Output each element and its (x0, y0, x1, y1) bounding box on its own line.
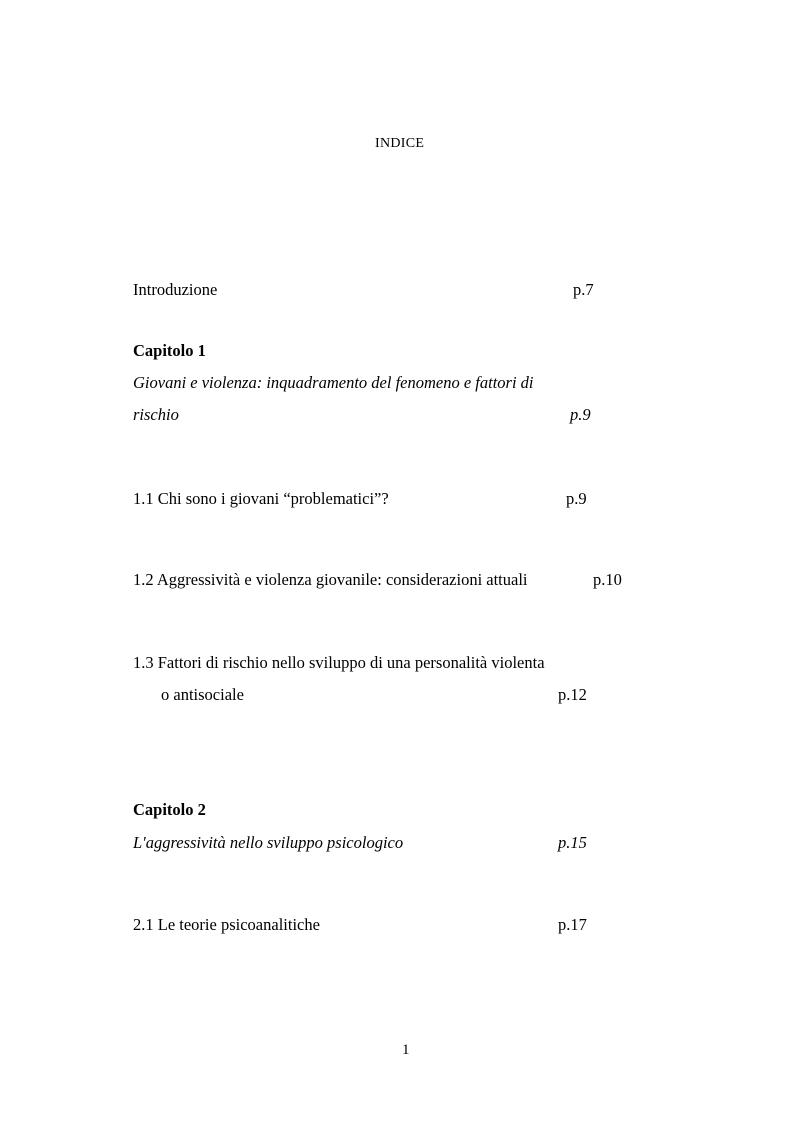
toc-page-2-1: p.17 (558, 915, 587, 934)
chapter-1-heading: Capitolo 1 (133, 341, 206, 360)
chapter-1-page: p.9 (570, 405, 591, 424)
chapter-2-page: p.15 (558, 833, 587, 852)
toc-page-1-3: p.12 (558, 685, 587, 704)
toc-entry-1-1: 1.1 Chi sono i giovani “problematici”? (133, 489, 389, 508)
chapter-2-subtitle: L'aggressività nello sviluppo psicologico (133, 833, 404, 852)
chapter-1-subtitle-line2: rischio (133, 405, 179, 424)
page-number: 1 (402, 1042, 410, 1058)
chapter-1-subtitle-line1: Giovani e violenza: inquadramento del fenomeno e fattori di (133, 373, 534, 392)
toc-entry-1-3-line2: o antisociale (161, 685, 244, 704)
page-title: INDICE (375, 136, 425, 151)
toc-entry-1-2: 1.2 Aggressività e violenza giovanile: considerazioni attuali (133, 570, 528, 589)
toc-page-introduzione: p.7 (573, 280, 594, 299)
toc-page-1-1: p.9 (566, 489, 587, 508)
toc-entry-introduzione: Introduzione (133, 280, 218, 299)
toc-page-1-2: p.10 (593, 570, 622, 589)
toc-entry-2-1: 2.1 Le teorie psicoanalitiche (133, 915, 320, 934)
chapter-2-heading: Capitolo 2 (133, 800, 206, 819)
toc-entry-1-3-line1: 1.3 Fattori di rischio nello sviluppo di una personalità violenta (133, 653, 545, 672)
